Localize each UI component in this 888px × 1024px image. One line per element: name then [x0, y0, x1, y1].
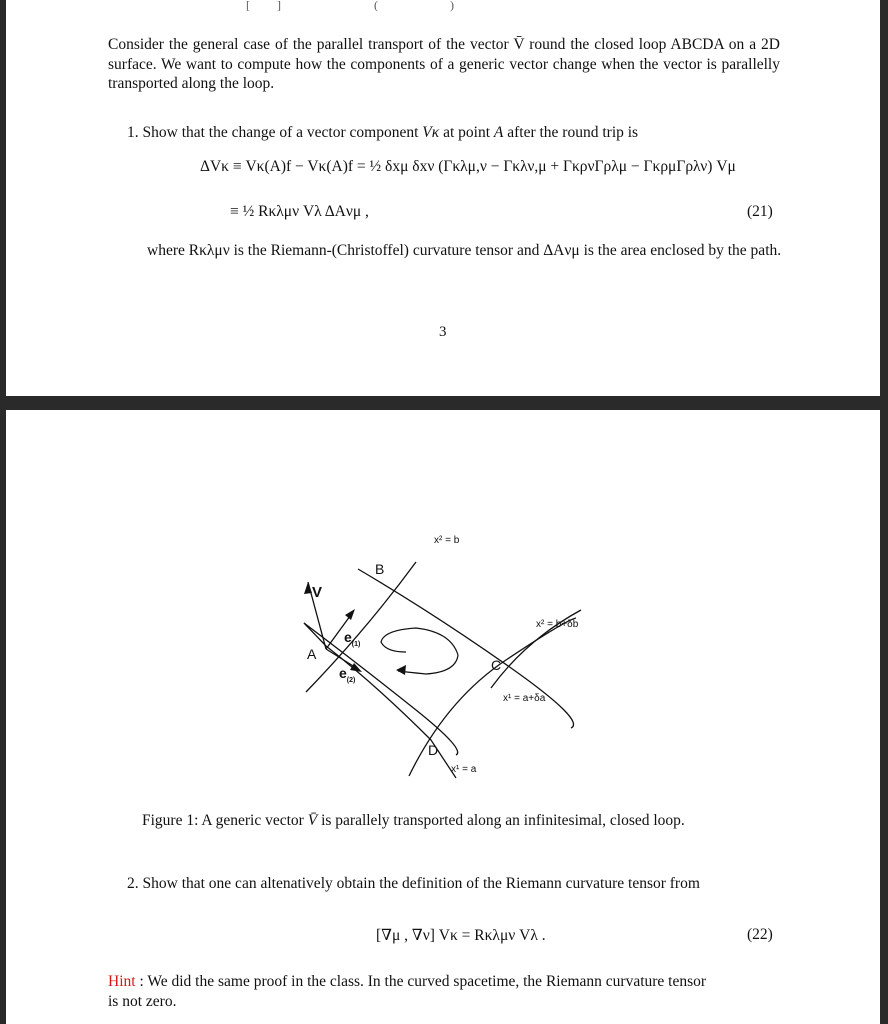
label-point-a: A [307, 646, 317, 662]
caption-suffix: is parallely transported along an infinitesimal, closed loop. [321, 812, 685, 829]
label-e2-sub: (2) [346, 676, 356, 684]
hint-text-line-2: is not zero. [108, 992, 177, 1010]
figure-caption [142, 811, 685, 831]
vector-v-arrowhead [304, 582, 312, 594]
label-x1-a-plus-da: x¹ = a+δa [503, 693, 546, 704]
document-page-2 [6, 410, 880, 1024]
equation-21-number: (21) [747, 203, 773, 220]
caption-symbol: V̄ [307, 812, 318, 829]
caption-prefix: Figure 1: A generic vector [142, 812, 304, 829]
item-1-prefix: Show that the change of a vector component [142, 124, 419, 141]
item-1 [127, 123, 767, 143]
label-point-d: D [428, 742, 439, 758]
hint-text: : We did the same proof in the class. In the curved spacetime, the Riemann curvature tensor [139, 973, 707, 990]
label-e1-letter: e [344, 629, 352, 645]
item-2 [127, 874, 777, 894]
label-e1-sub: (1) [351, 640, 361, 648]
equation-21-line-1: ΔVκ ≡ Vκ(A)f − Vκ(A)f = ½ δxμ δxν (Γκλμ,ν − Γκλν,μ + ΓκρνΓρλμ − ΓκρμΓρλν) Vμ [200, 158, 736, 175]
label-e2 [339, 665, 355, 684]
hint-label: Hint [108, 973, 136, 990]
label-vector-v: V [312, 584, 323, 601]
item-2-number: 2. [127, 875, 139, 892]
document-page-1 [6, 0, 880, 396]
item-1-suffix: after the round trip is [507, 124, 639, 141]
equation-21-line-2: ≡ ½ Rκλμν Vλ ΔAνμ , [230, 203, 369, 220]
basis-e1-arrowhead [345, 609, 355, 620]
label-point-b: B [375, 561, 385, 577]
equation-22: [∇μ , ∇ν] Vκ = Rκλμν Vλ . [376, 927, 546, 944]
label-x2-b-plus-db: x² = b+δb [536, 619, 579, 630]
intro-paragraph: Consider the general case of the parallel transport of the vector V̄ round the closed loop ABCDA on a 2D surface. We want to compute how the components of a generic vector change when the vector is parallelly transported along the loop. [108, 36, 780, 92]
hint-paragraph [108, 972, 780, 1011]
item-1-number: 1. [127, 124, 139, 141]
curve-x2-b [358, 569, 574, 728]
label-point-c: C [491, 657, 502, 673]
label-e1 [344, 629, 360, 648]
item-1-middle: at point [443, 124, 491, 141]
label-x2-b: x² = b [434, 535, 460, 546]
label-x1-a: x¹ = a [451, 764, 477, 775]
curve-x1-a-upper [306, 562, 416, 692]
equation-22-number: (22) [747, 926, 773, 943]
page-number: 3 [439, 324, 447, 340]
loop-arrowhead [396, 665, 406, 675]
closed-loop-path [381, 628, 458, 674]
item-2-text: Show that one can altenatively obtain the definition of the Riemann curvature tensor from [142, 875, 700, 892]
where-paragraph: where Rκλμν is the Riemann-(Christoffel) curvature tensor and ΔAνμ is the area enclosed by the path. [147, 242, 782, 259]
cropped-previous-line: [ ] ( ) [246, 0, 454, 12]
loop-diagram [6, 410, 880, 810]
item-1-symbol: Vκ [422, 124, 440, 141]
item-1-point: A [493, 124, 504, 141]
label-e2-letter: e [339, 665, 347, 681]
